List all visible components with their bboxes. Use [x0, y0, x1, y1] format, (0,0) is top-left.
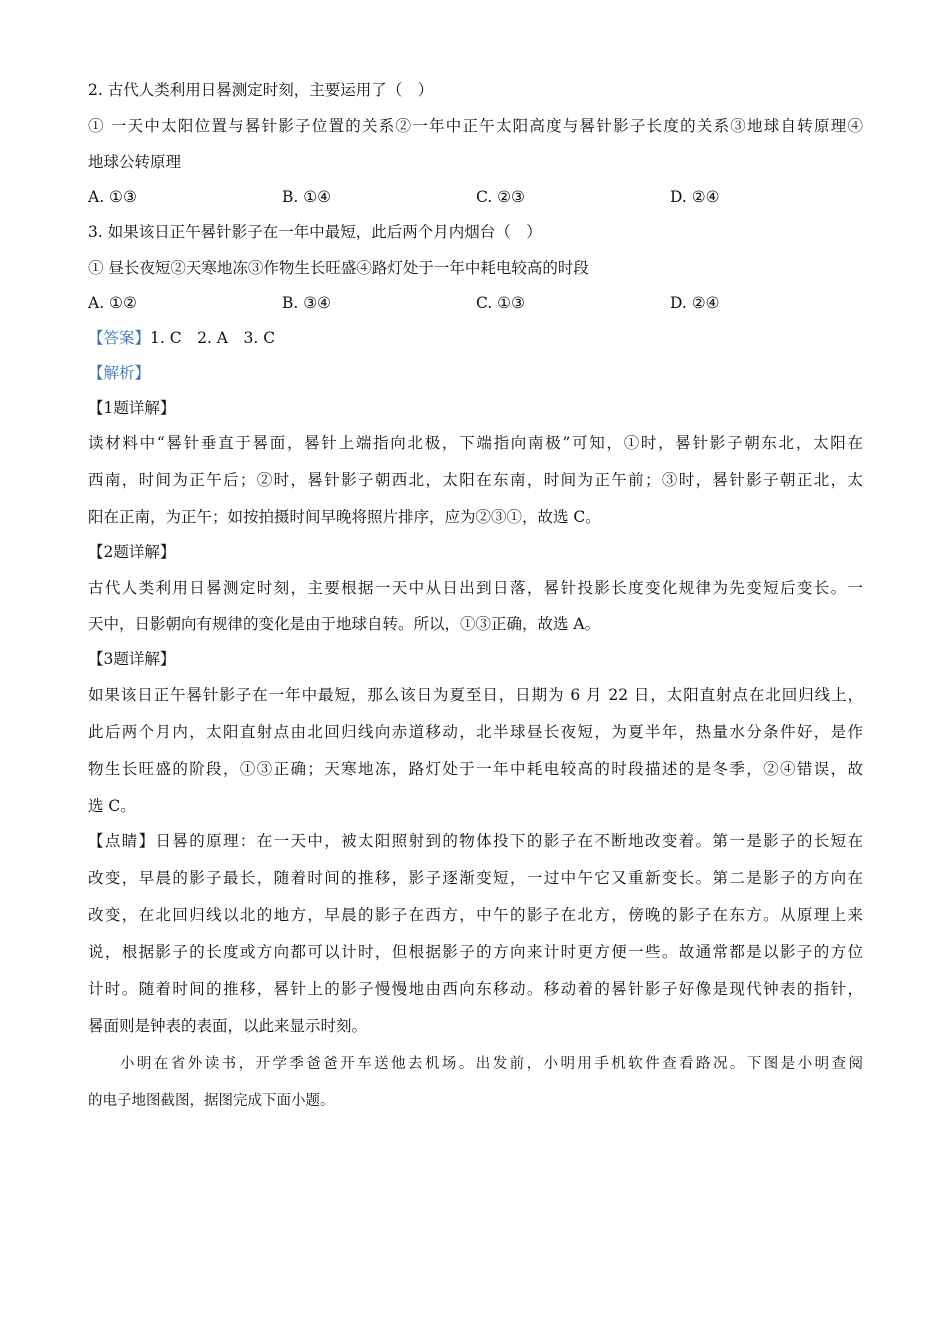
- detail2-heading: 【2题详解】: [88, 543, 176, 561]
- detail3-line1: 如果该日正午晷针影子在一年中最短，那么该日为夏至日，日期为 6 月 22 日，太阳直射点在北回归线上，: [88, 686, 863, 704]
- q2-option-c: C. ②③: [476, 188, 525, 206]
- q2-stem: 2. 古代人类利用日晷测定时刻，主要运用了（ ）: [88, 81, 434, 99]
- q3-statement: ① 昼长夜短②天寒地冻③作物生长旺盛④路灯处于一年中耗电较高的时段: [88, 259, 589, 277]
- q2-option-b: B. ①④: [282, 188, 332, 206]
- answer-line: [88, 320, 863, 356]
- detail3-heading: 【3题详解】: [88, 650, 176, 668]
- q2-option-a: A. ①③: [88, 188, 137, 206]
- detail3-line3: 物生长旺盛的阶段，①③正确；天寒地冻，路灯处于一年中耗电较高的时段描述的是冬季，②④错误，故: [88, 760, 863, 778]
- tip-line5: 计时。随着时间的推移，晷针上的影子慢慢地由西向东移动。移动着的晷针影子好像是现代钟表的指针，: [88, 980, 863, 998]
- answer-tag: 【答案】: [88, 329, 151, 347]
- analysis-tag: 【解析】: [88, 364, 151, 382]
- detail3-line4: 选 C。: [88, 797, 136, 815]
- material-line1: 小明在省外读书，开学季爸爸开车送他去机场。出发前，小明用手机软件查看路况。下图是小明查阅: [120, 1056, 863, 1072]
- q3-option-c: C. ①③: [476, 294, 525, 312]
- q3-option-d: D. ②④: [670, 294, 720, 312]
- material-line2: 的电子地图截图，据图完成下面小题。: [88, 1093, 335, 1109]
- tip-line6: 晷面则是钟表的表面，以此来显示时刻。: [88, 1017, 368, 1035]
- tip-line3: 改变，在北回归线以北的地方，早晨的影子在西方，中午的影子在北方，傍晚的影子在东方。从原理上来: [88, 906, 863, 924]
- q2-option-d: D. ②④: [670, 188, 720, 206]
- answer-text: 1. C 2. A 3. C: [150, 329, 276, 347]
- detail1-line3: 阳在正南，为正午；如按拍摄时间早晚将照片排序，应为②③①，故选 C。: [88, 508, 601, 526]
- tip-line4: 说，根据影子的长度或方向都可以计时，但根据影子的方向来计时更方便一些。故通常都是以影子的方位: [88, 943, 863, 961]
- q3-option-a: A. ①②: [88, 294, 137, 312]
- detail2-line1: 古代人类利用日晷测定时刻，主要根据一天中从日出到日落，晷针投影长度变化规律为先变短后变长。一: [88, 579, 863, 597]
- q2-statement-line1: ① 一天中太阳位置与晷针影子位置的关系②一年中正午太阳高度与晷针影子长度的关系③地球自转原理④: [88, 117, 863, 135]
- detail1-line1: 读材料中“晷针垂直于晷面，晷针上端指向北极，下端指向南极”可知，①时，晷针影子朝东北，太阳在: [88, 434, 863, 452]
- q2-statement-line2: 地球公转原理: [88, 153, 182, 171]
- tip-tag: 【点睛】: [88, 832, 156, 850]
- tip-text-1: 日晷的原理：在一天中，被太阳照射到的物体投下的影子在不断地改变着。第一是影子的长短在: [155, 832, 863, 850]
- tip-line1: [88, 823, 863, 859]
- detail1-heading: 【1题详解】: [88, 399, 176, 417]
- detail1-line2: 西南，时间为正午后；②时，晷针影子朝西北，太阳在东南，时间为正午前；③时，晷针影子朝正北，太: [88, 471, 863, 489]
- q3-option-b: B. ③④: [282, 294, 332, 312]
- detail2-line2: 天中，日影朝向有规律的变化是由于地球自转。所以，①③正确，故选 A。: [88, 615, 601, 633]
- tip-line2: 改变，早晨的影子最长，随着时间的推移，影子逐渐变短，一过中午它又重新变长。第二是影子的方向在: [88, 869, 863, 887]
- detail3-line2: 此后两个月内，太阳直射点由北回归线向赤道移动，北半球昼长夜短，为夏半年，热量水分条件好，是作: [88, 723, 863, 741]
- q3-stem: 3. 如果该日正午晷针影子在一年中最短，此后两个月内烟台（ ）: [88, 223, 542, 241]
